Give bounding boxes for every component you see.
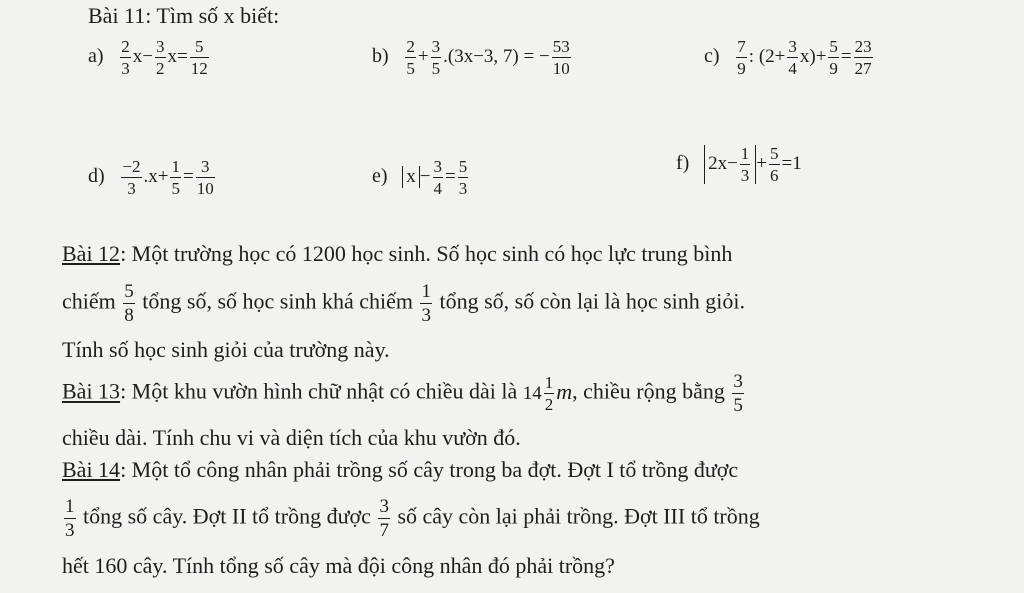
fraction: $\frac{1}{3}$ <box>740 144 750 185</box>
fraction: $\frac{2}{5}$ <box>406 37 415 78</box>
item-label: c) <box>704 44 720 67</box>
absolute-value: x <box>402 166 420 188</box>
bai11-c <box>704 38 875 77</box>
bai11-d <box>88 158 217 197</box>
exercise-heading: Bài 14 <box>62 457 121 482</box>
fraction: $\frac{3}{5}$ <box>431 37 441 78</box>
fraction: $\frac{1}{5}$ <box>171 157 180 198</box>
bai12-line2 <box>62 282 745 325</box>
bai11-e <box>372 158 470 197</box>
paragraph-text: : Một khu vườn hình chữ nhật có chiều dài là <box>120 378 518 404</box>
fraction: $\frac{1}{3}$ <box>421 281 431 326</box>
math-text: =1 <box>781 152 802 174</box>
exercise-heading: Bài 13 <box>62 378 121 404</box>
math-text: x= <box>167 45 188 67</box>
item-label: f) <box>676 151 690 174</box>
exercise-heading: Bài 12 <box>62 241 121 266</box>
fraction: $\frac{53}{10}$ <box>552 37 570 78</box>
fraction: $\frac{1}{2}$ <box>544 373 554 414</box>
paragraph-text: chiếm <box>62 288 116 314</box>
fraction: $\frac{7}{9}$ <box>737 37 746 78</box>
fraction: $\frac{5}{12}$ <box>190 37 208 78</box>
fraction: $\frac{23}{27}$ <box>854 37 872 78</box>
bai11-a <box>88 38 211 77</box>
item-label: e) <box>372 164 388 187</box>
bai14-line2 <box>62 497 760 540</box>
bai11-b <box>372 38 573 77</box>
item-label: b) <box>372 44 389 67</box>
paragraph-text: : Một tổ công nhân phải trồng số cây trong ba đợt. Đợt I tổ trồng được <box>120 457 739 482</box>
fraction: $\frac{3}{10}$ <box>196 157 214 198</box>
bai11-f <box>676 145 802 184</box>
mixed-number: 14 $\frac{1}{2}$ m <box>522 373 573 414</box>
fraction: $\frac{5}{8}$ <box>124 281 134 326</box>
fraction: $\frac{5}{9}$ <box>829 37 838 78</box>
fraction: $\frac{3}{2}$ <box>156 37 165 78</box>
math-text: + <box>756 152 768 174</box>
absolute-value: 2x− $\frac{1}{3}$ <box>704 145 756 184</box>
bai12-line1 <box>62 240 732 268</box>
fraction: $\frac{2}{3}$ <box>121 37 130 78</box>
fraction: $\frac{-2}{3}$ <box>122 157 141 198</box>
paragraph-text: số cây còn lại phải trồng. Đợt III tổ trồng <box>397 503 760 529</box>
fraction: $\frac{3}{4}$ <box>433 157 443 198</box>
bai13-line1 <box>62 372 746 415</box>
math-text: : (2+ <box>748 45 786 67</box>
item-label: d) <box>88 164 105 187</box>
bai14-line1 <box>62 456 738 484</box>
math-text: .x+ <box>143 165 169 187</box>
paragraph-text: tổng số, số còn lại là học sinh giỏi. <box>439 288 745 314</box>
math-text: = <box>182 165 194 187</box>
math-text: = <box>840 45 852 67</box>
bai12-line3: Tính số học sinh giỏi của trường này. <box>62 337 390 362</box>
bai11-title: Bài 11: Tìm số x biết: <box>88 3 280 28</box>
fraction: $\frac{3}{5}$ <box>733 371 743 416</box>
fraction: $\frac{5}{3}$ <box>458 157 468 198</box>
math-text: x− <box>132 45 154 67</box>
math-text: + <box>417 45 429 67</box>
math-text: = <box>445 165 456 187</box>
math-text: .(3x−3, 7) = − <box>443 45 550 67</box>
fraction: $\frac{1}{3}$ <box>65 496 75 541</box>
math-text: − <box>419 165 431 187</box>
paragraph-text: : Một trường học có 1200 học sinh. Số học sinh có học lực trung bình <box>120 241 733 266</box>
item-label: a) <box>88 44 104 67</box>
fraction: $\frac{5}{6}$ <box>770 144 779 185</box>
fraction: $\frac{3}{7}$ <box>379 496 389 541</box>
bai13-line2: chiều dài. Tính chu vi và diện tích của khu vườn đó. <box>62 425 521 450</box>
fraction: $\frac{3}{4}$ <box>788 37 797 78</box>
paragraph-text: tổng số, số học sinh khá chiếm <box>142 288 413 314</box>
paragraph-text: , chiều rộng bằng <box>572 378 725 404</box>
math-text: x)+ <box>799 45 827 67</box>
paragraph-text: tổng số cây. Đợt II tổ trồng được <box>83 503 371 529</box>
bai14-line3: hết 160 cây. Tính tổng số cây mà đội công nhân đó phải trồng? <box>62 553 615 578</box>
